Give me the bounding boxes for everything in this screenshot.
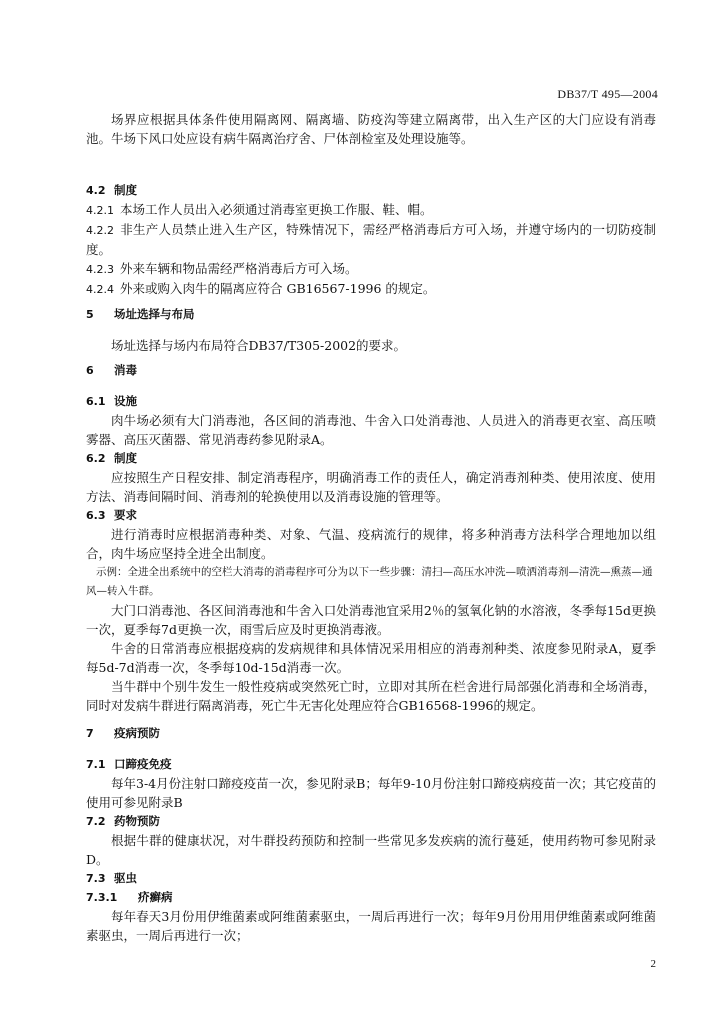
section-7-2-text: 根据牛群的健康状况，对牛群投药预防和控制一些常见多发疾病的流行蔓延，使用药物可参见附录D。: [86, 833, 656, 867]
section-number: 6.2: [86, 452, 106, 465]
section-7-3-1-text: 每年春天3月份用伊维菌素或阿维菌素驱虫，一周后再进行一次；每年9月份用用伊维菌素或阿维菌素驱虫，一周后再进行一次；: [86, 909, 656, 943]
intro-block: [86, 110, 656, 148]
section-title: 要求: [114, 508, 137, 522]
clause-number: 4.2.2: [86, 224, 114, 237]
section-6-3-paragraph-1: 进行消毒时应根据消毒种类、对象、气温、疫病流行的规律，将多种消毒方法科学合理地加以组合，肉牛场应坚持全进全出制度。: [86, 527, 656, 561]
section-number: 7: [86, 727, 94, 740]
clause-text: 外来车辆和物品需经严格消毒后方可入场。: [120, 261, 358, 276]
section-title: 疥癣病: [138, 890, 173, 904]
section-6-3-example: 示例：全进全出系统中的空栏大消毒的消毒程序可分为以下一些步骤：清扫—高压水冲洗—喷洒消毒剂—清洗—熏蒸—通风—转入牛群。: [86, 566, 653, 597]
section-4-2: [86, 181, 656, 299]
section-title: 制度: [114, 183, 137, 197]
section-title: 设施: [114, 394, 137, 408]
section-number: 7.3.1: [86, 891, 118, 904]
standard-code: DB37/T 495—2004: [557, 87, 658, 101]
section-title: 药物预防: [114, 814, 160, 828]
section-5-text: 场址选择与场内布局符合DB37/T305-2002的要求。: [111, 338, 407, 353]
section-number: 6: [86, 364, 94, 377]
intro-paragraph: 场界应根据具体条件使用隔离网、隔离墙、防疫沟等建立隔离带，出入生产区的大门应设有消毒池。牛场下风口处应设有病牛隔离治疗舍、尸体剖检室及处理设施等。: [86, 112, 656, 146]
section-6-3-paragraph-3: 牛舍的日常消毒应根据疫病的发病规律和具体情况采用相应的消毒剂种类、浓度参见附录A，夏季每5d-7d消毒一次，冬季每10d-15d消毒一次。: [86, 641, 656, 675]
clause-4-2-3: [86, 259, 656, 279]
section-6-3-paragraph-4: 当牛群中个别牛发生一般性疫病或突然死亡时，立即对其所在栏舍进行局部强化消毒和全场消毒，同时对发病牛群进行隔离消毒，死亡牛无害化处理应符合GB16568-1996的规定。: [86, 679, 656, 713]
subsection-heading-7-3-1: [86, 888, 656, 907]
section-heading: [86, 724, 656, 743]
section-number: 6.1: [86, 395, 106, 408]
clause-4-2-2: [86, 220, 656, 259]
section-heading: [86, 361, 656, 380]
section-number: 6.3: [86, 509, 106, 522]
page-number: 2: [650, 958, 656, 970]
clause-number: 4.2.3: [86, 263, 114, 276]
section-7: [86, 724, 656, 945]
clause-4-2-1: [86, 200, 656, 220]
subsection-heading-7-3: [86, 869, 656, 888]
section-6-2-text: 应按照生产日程安排、制定消毒程序，明确消毒工作的责任人，确定消毒剂种类、使用浓度、使用方法、消毒间隔时间、消毒剂的轮换使用以及消毒设施的管理等。: [86, 470, 656, 504]
clause-number: 4.2.4: [86, 283, 114, 296]
section-title: 制度: [114, 451, 137, 465]
section-title: 口蹄疫免疫: [114, 757, 172, 771]
section-number: 5: [86, 308, 94, 321]
subsection-heading-6-2: [86, 449, 656, 468]
section-6: [86, 361, 656, 715]
section-6-1-text: 肉牛场必须有大门消毒池，各区间的消毒池、牛舍入口处消毒池、人员进入的消毒更衣室、高压喷雾器、高压灭菌器、常见消毒药参见附录A。: [86, 413, 656, 447]
clause-text: 本场工作人员出入必须通过消毒室更换工作服、鞋、帽。: [120, 202, 433, 217]
clause-text: 非生产人员禁止进入生产区，特殊情况下，需经严格消毒后方可入场，并遵守场内的一切防疫制度。: [86, 222, 656, 257]
subsection-heading-7-1: [86, 755, 656, 774]
section-5: [86, 305, 656, 355]
section-number: 7.3: [86, 872, 106, 885]
section-heading: [86, 305, 656, 324]
section-title: 消毒: [114, 363, 137, 377]
section-number: 7.2: [86, 815, 106, 828]
section-7-1-text: 每年3-4月份注射口蹄疫疫苗一次，参见附录B；每年9-10月份注射口蹄疫病疫苗一次；其它疫苗的使用可参见附录B: [86, 776, 656, 810]
section-title: 疫病预防: [114, 726, 160, 740]
section-title: 驱虫: [114, 871, 137, 885]
section-number: 7.1: [86, 758, 106, 771]
subsection-heading-6-3: [86, 506, 656, 525]
section-title: 场址选择与布局: [114, 307, 195, 321]
clause-number: 4.2.1: [86, 204, 114, 217]
clause-4-2-4: [86, 279, 656, 299]
clause-text: 外来或购入肉牛的隔离应符合 GB16567-1996 的规定。: [120, 281, 436, 296]
subsection-heading-7-2: [86, 812, 656, 831]
section-heading: [86, 181, 656, 200]
subsection-heading-6-1: [86, 392, 656, 411]
section-6-3-paragraph-2: 大门口消毒池、各区间消毒池和牛舍入口处消毒池宜采用2％的氢氧化钠的水溶液，冬季每15d更换一次，夏季每7d更换一次，雨雪后应及时更换消毒液。: [86, 603, 656, 637]
section-number: 4.2: [86, 184, 106, 197]
